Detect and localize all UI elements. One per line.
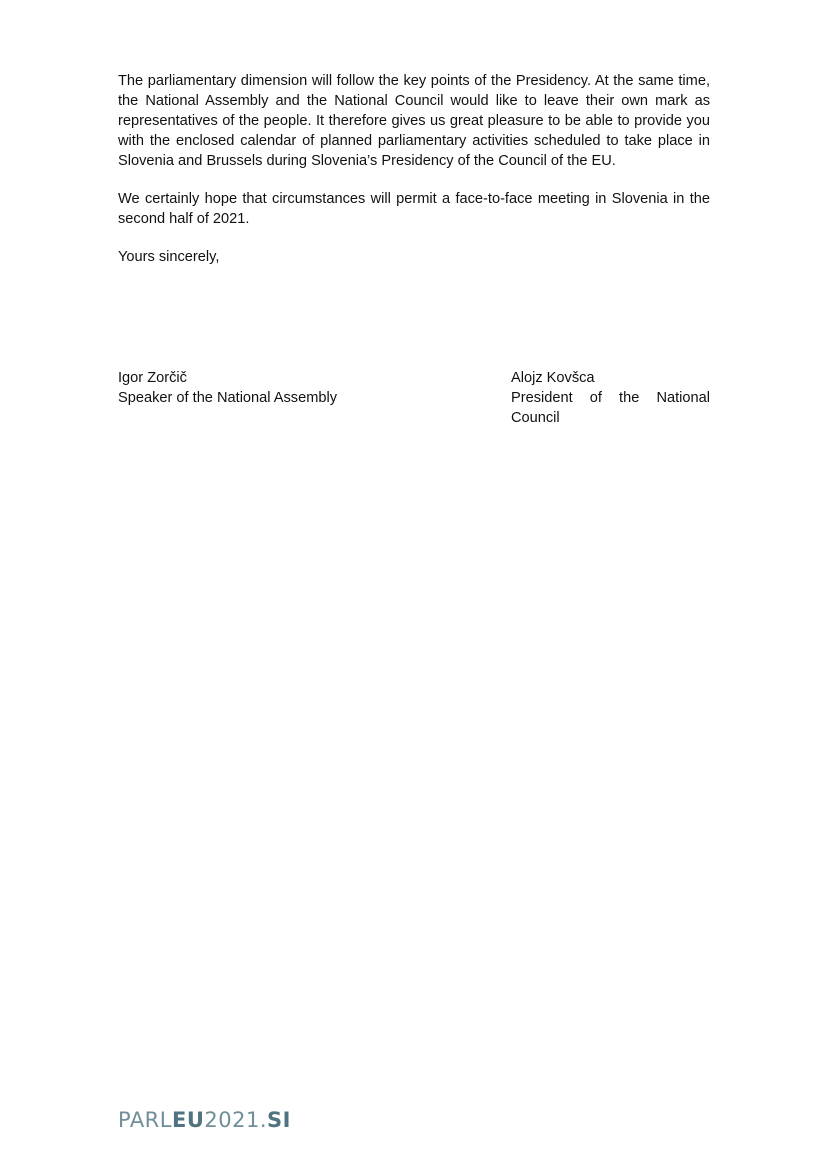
logo-text-si: SI xyxy=(267,1108,291,1132)
letter-body xyxy=(118,71,710,267)
paragraph-meeting-hope: We certainly hope that circumstances will permit a face-to-face meeting in Slovenia in the second half of 2021. xyxy=(118,191,710,227)
signatory-title: Speaker of the National Assembly xyxy=(118,390,338,406)
logo-text-parl: PARL xyxy=(118,1108,172,1132)
signatory-name: Alojz Kovšca xyxy=(511,370,595,386)
signatory-title: President of the National Council xyxy=(511,390,710,426)
signature-block-right xyxy=(511,368,710,428)
closing-salutation: Yours sincerely, xyxy=(118,249,220,265)
logo-text-year: 2021. xyxy=(204,1108,268,1132)
parleu2021-logo xyxy=(118,1108,291,1132)
signatory-name: Igor Zorčič xyxy=(118,370,187,386)
paragraph-presidency: The parliamentary dimension will follow the key points of the Presidency. At the same time, the National Assembly and the National Council would like to leave their own mark as representatives of the people. It therefore gives us great pleasure to be able to provide you with the enclosed calendar of planned parliamentary activities scheduled to take place in Slovenia and Brussels during Slovenia’s Presidency of the Council of the EU. xyxy=(118,73,710,169)
logo-text-eu: EU xyxy=(171,1108,205,1132)
signature-block-left xyxy=(118,368,418,408)
